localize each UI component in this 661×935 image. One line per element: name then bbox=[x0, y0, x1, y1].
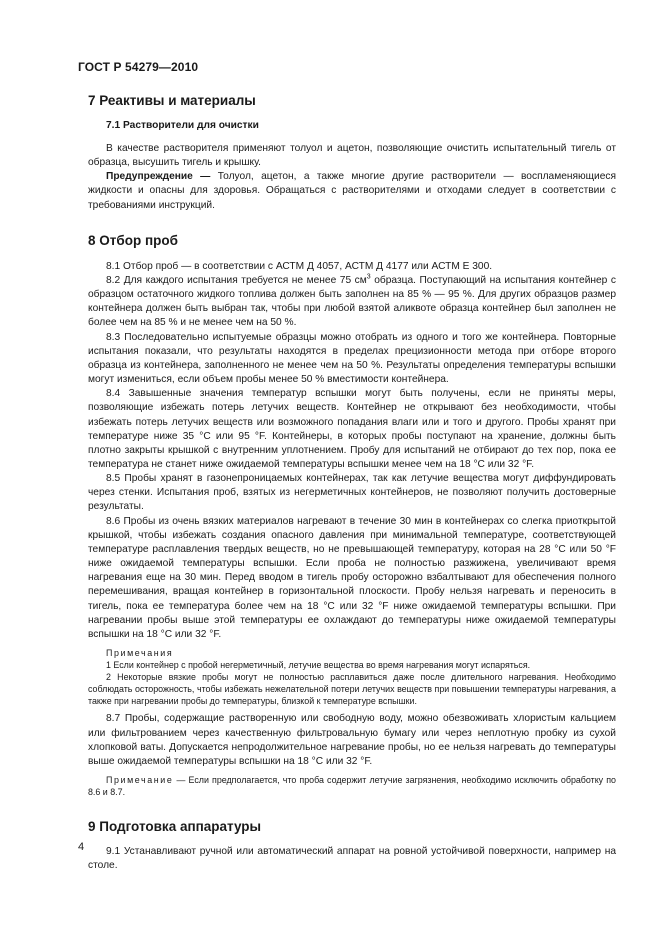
note-2: 2 Некоторые вязкие пробы могут не полностью расплавиться даже после длительного нагревания. Необходимо соблюдать осторожность, чтобы избежать нежелательной потери летучих веществ при повышении температуры нагревания, а также при нагревании пробы до температуры, близкой к температуре вспышки. bbox=[88, 672, 616, 707]
document-body bbox=[88, 90, 616, 874]
subsection-7-1-title: 7.1 Растворители для очистки bbox=[106, 120, 259, 131]
section-8-paragraph-1: 8.1 Отбор проб — в соответствии с АСТМ Д 4057, АСТМ Д 4177 или АСТМ Е 300. bbox=[106, 260, 493, 272]
single-note bbox=[88, 774, 616, 798]
section-7-warning bbox=[88, 170, 616, 212]
single-note-block bbox=[88, 774, 616, 798]
single-note-text: — Если предполагается, что проба содержит летучие загрязнения, необходимо исключить обработку по 8.6 и 8.7. bbox=[88, 775, 616, 798]
section-8-paragraph-7: 8.7 Пробы, содержащие растворенную или свободную воду, можно обезвоживать хлористым кальцием или фильтрованием через качественную фильтровальную бумагу или через неплотную пробку из сухой хлопковой ваты. Допускается непродолжительное нагревание пробы, но ее нельзя нагревать до температуры выше ожидаемой температуры вспышки на 18 °С или 32 °F. bbox=[88, 713, 616, 767]
section-8-paragraph-6: 8.6 Пробы из очень вязких материалов нагревают в течение 30 мин в контейнерах со слегка приоткрытой крышкой, чтобы избежать создания опасного давления при минимальной температуре, соответствующей температуре расплавления твердых веществ, но не превышающей температуру, которая на 28 °С или 50 °F ниже ожидаемой температуры вспышки. Если проба не полностью разжижена, увеличивают время нагревания еще на 30 мин. Перед вводом в тигель пробу осторожно взбалтывают для обеспечения полного перемешивания, вращая контейнер в горизонтальной плоскости. Пробу нельзя нагревать и переносить в тигель, пока ее температура более чем на 18 °С или 32 °F ниже ожидаемой температуры вспышки. При нагревании пробы выше этой температуры ее охлаждают до температуры ниже ожидаемой температуры вспышки на 18 °С или 32 °F. bbox=[88, 515, 616, 640]
section-8-paragraph-3: 8.3 Последовательно испытуемые образцы можно отобрать из одного и того же контейнера. Повторные испытания показали, что результаты находятся в пределах прецизионности метода при отборе второго образца из контейнера, заполненного не менее чем на 50 %. Результаты определения температуры вспышки могут измениться, если объем пробы менее 50 % вместимости контейнера. bbox=[88, 331, 616, 386]
section-9-title: 9 Подготовка аппаратуры bbox=[88, 819, 262, 835]
section-9-paragraph-1: 9.1 Устанавливают ручной или автоматический аппарат на ровной устойчивой поверхности, например на столе. bbox=[88, 846, 616, 872]
warning-label: Предупреждение — bbox=[106, 171, 211, 183]
section-8-title: 8 Отбор проб bbox=[88, 232, 178, 248]
section-7-paragraph-1: В качестве растворителя применяют толуол и ацетон, позволяющие очистить испытательный тигель от образца, высушить тигель и крышку. bbox=[88, 143, 616, 169]
page-header-standard: ГОСТ Р 54279—2010 bbox=[78, 60, 199, 74]
single-note-label: Примечание bbox=[106, 775, 174, 786]
notes-block bbox=[88, 647, 616, 707]
notes-title: Примечания bbox=[106, 648, 174, 658]
warning-text: Толуол, ацетон, а также многие другие растворители — воспламеняющиеся жидкости и опасны для здоровья. Обращаться с растворителями и отходами следует в соответствии с требованиями инструкций. bbox=[88, 171, 616, 211]
section-8-paragraph-5: 8.5 Пробы хранят в газонепроницаемых контейнерах, так как летучие вещества могут диффундировать через стенки. Испытания проб, взятых из негерметичных контейнеров, не позволяют получить достоверные результаты. bbox=[88, 473, 616, 513]
section-8-paragraph-2: 8.2 Для каждого испытания требуется не менее 75 $см^3$ образца. Поступающий на испытания контейнер с образцом остаточного жидкого топлива должен быть заполнен на 85 % — 95 %. Для других образцов размер контейнера должен быть выбран так, чтобы при любой взятой аликвоте образца контейнер был заполнен не более чем на 85 % и не менее чем на 50 %. bbox=[88, 273, 616, 329]
section-8-paragraph-4: 8.4 Завышенные значения температур вспышки могут быть получены, если не приняты меры, позволяющие избежать потерь летучих веществ. Контейнер не открывают без необходимости, чтобы избежать потерь летучих веществ или возможного попадания влаги или и того и другого. Пробы хранят при температуре ниже 35 °С или 95 °F. Контейнеры, в которых пробы поступают на хранение, должны быть плотно закрыты крышкой с внутренним уплотнением. Пробу для испытаний не отбирают до тех пор, пока ее температура не станет ниже ожидаемой температуры вспышки менее чем на 18 °С или 32 °F. bbox=[88, 388, 616, 470]
note-1: 1 Если контейнер с пробой негерметичный, летучие вещества во время нагревания могут испаряться. bbox=[106, 660, 531, 671]
page-number: 4 bbox=[78, 841, 85, 853]
section-7-title: 7 Реактивы и материалы bbox=[88, 93, 256, 108]
